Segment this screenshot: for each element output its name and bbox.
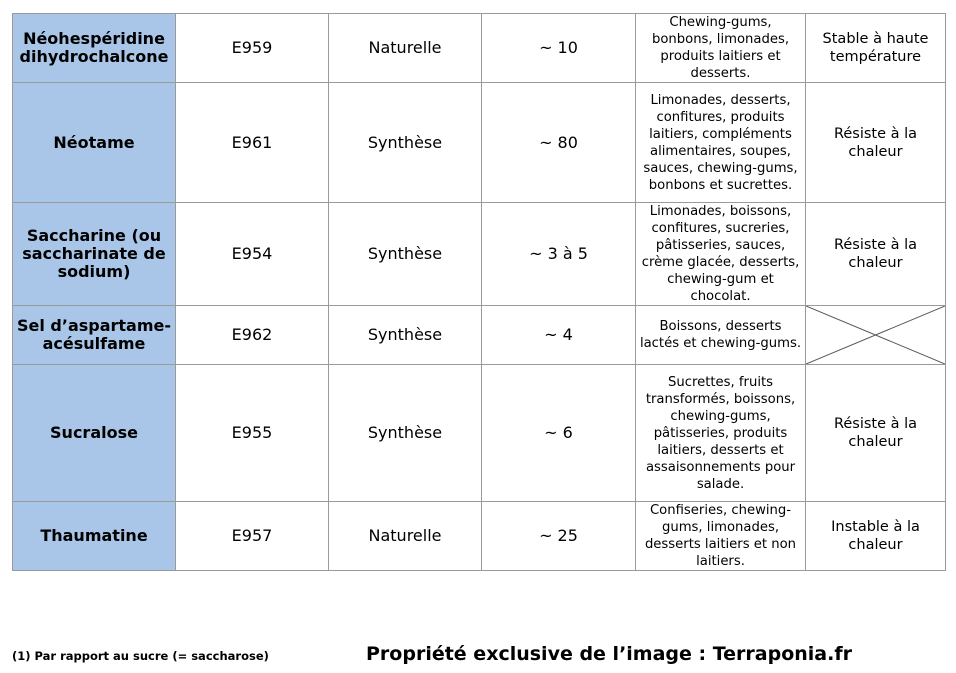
- sweeteners-table: [12, 13, 946, 571]
- origin: Naturelle: [329, 502, 482, 571]
- sweetening-power: ~ 3 à 5: [482, 203, 636, 306]
- origin: Naturelle: [329, 14, 482, 83]
- e-code: E962: [176, 306, 329, 365]
- sweetener-name: Néohespéridine dihydrochalcone: [13, 14, 176, 83]
- table-row: [13, 203, 946, 306]
- sweetener-name: Néotame: [13, 83, 176, 203]
- sweetener-name: Saccharine (ou saccharinate de sodium): [13, 203, 176, 306]
- e-code: E955: [176, 365, 329, 502]
- e-code: E954: [176, 203, 329, 306]
- origin: Synthèse: [329, 306, 482, 365]
- uses: Chewing-gums, bonbons, limonades, produits laitiers et desserts.: [636, 14, 806, 83]
- uses: Limonades, boissons, confitures, sucreries, pâtisseries, sauces, crème glacée, desserts, chewing-gum et chocolat.: [636, 203, 806, 306]
- table-row: [13, 14, 946, 83]
- uses: Confiseries, chewing-gums, limonades, desserts laitiers et non laitiers.: [636, 502, 806, 571]
- uses: Sucrettes, fruits transformés, boissons, chewing-gums, pâtisseries, produits laitiers, desserts et assaisonnements pour salade.: [636, 365, 806, 502]
- sweetening-power: ~ 4: [482, 306, 636, 365]
- sweetener-name: Thaumatine: [13, 502, 176, 571]
- uses: Limonades, desserts, confitures, produits laitiers, compléments alimentaires, soupes, sauces, chewing-gums, bonbons et sucrettes.: [636, 83, 806, 203]
- uses: Boissons, desserts lactés et chewing-gums.: [636, 306, 806, 365]
- heat-stability: Résiste à la chaleur: [806, 83, 946, 203]
- cross-out-mark: [806, 306, 945, 364]
- table-row: [13, 83, 946, 203]
- sweetening-power: ~ 25: [482, 502, 636, 571]
- origin: Synthèse: [329, 203, 482, 306]
- sweetening-power: ~ 6: [482, 365, 636, 502]
- heat-stability-empty-cell: [806, 306, 946, 365]
- sweetening-power: ~ 80: [482, 83, 636, 203]
- sweetening-power: ~ 10: [482, 14, 636, 83]
- sweetener-name: Sucralose: [13, 365, 176, 502]
- table-row: [13, 502, 946, 571]
- heat-stability: Stable à haute température: [806, 14, 946, 83]
- e-code: E961: [176, 83, 329, 203]
- e-code: E959: [176, 14, 329, 83]
- table-row: [13, 365, 946, 502]
- origin: Synthèse: [329, 365, 482, 502]
- footnote: (1) Par rapport au sucre (= saccharose): [12, 649, 269, 663]
- heat-stability: Résiste à la chaleur: [806, 203, 946, 306]
- e-code: E957: [176, 502, 329, 571]
- copyright-notice: Propriété exclusive de l’image : Terraponia.fr: [366, 643, 852, 665]
- table-row: [13, 306, 946, 365]
- origin: Synthèse: [329, 83, 482, 203]
- heat-stability: Résiste à la chaleur: [806, 365, 946, 502]
- sweetener-name: Sel d’aspartame-acésulfame: [13, 306, 176, 365]
- heat-stability: Instable à la chaleur: [806, 502, 946, 571]
